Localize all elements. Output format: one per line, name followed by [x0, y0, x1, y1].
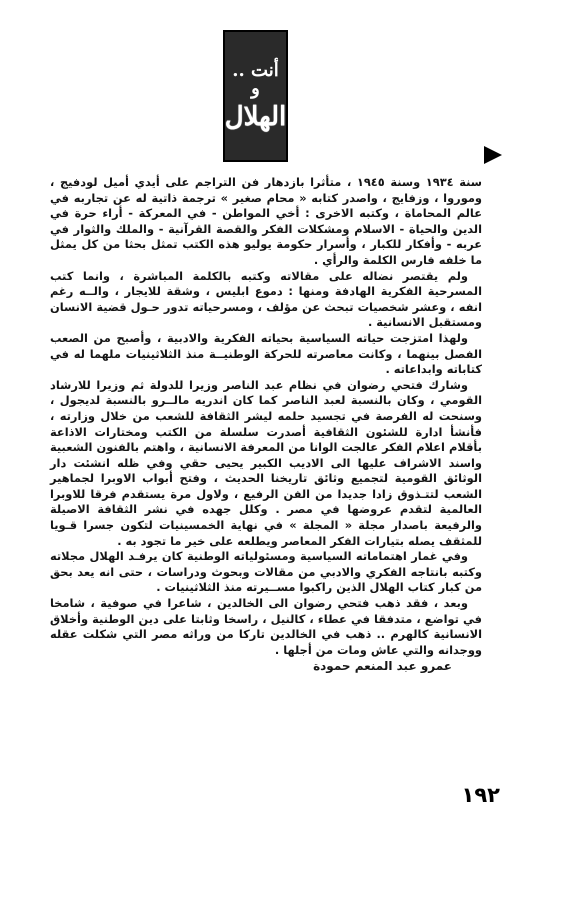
- page-number: ١٩٢: [461, 783, 500, 807]
- article-body: [50, 175, 482, 675]
- article-paragraph-4: وشارك فتحي رضوان في نظام عبد الناصر وزيرا للدولة ثم وزيرا للارشاد القومي ، وكان بالنسبة لعبد الناصر كما كان اندريه مالــرو بالنسبة لديجول ، وسنحت له الفرصة في تجسيد حلمه ليشر الثقافة للشعب من خلال وزارته ، فأنشأ ادارة للشئون الثقافية أصدرت سلسلة من الكتب ومختارات الاذاعة بأقلام اعلام الفكر عالجت الوانا من المعرفة الانسانية ، واهتم بالفنون الشعبية واسند الاشراف عليها الى الاديب الكبير يحيى حقي وفي ظله انشئت دار الوثائق القومية لتجميع وثائق تاريخنا الحديث ، وفتح أبواب الاوبرا لجماهير الشعب لتتـذوق زادا جديدا من الفن الرفيع ، ولاول مرة يستقدم فرقا للاوبرا العالمية لتقدم عروضها في مصر . وكلل جهده في نشر الثقافة الاصيلة والرفيعة باصدار مجلة « المجلة » في نهاية الخمسينيات لتكون جسرا قـويا للمثقف يصله بتيارات الفكر المعاصر ويطلعه على خير ما تجود به .: [50, 377, 482, 548]
- article-paragraph-1: سنة ١٩٣٤ وسنة ١٩٤٥ ، متأثرا بازدهار فن التراجم على أيدي أميل لودفيج ، وموروا ، وزفايج ، واصدر كتابه « محام صغير » ترجمة ذاتية له عن تجاربه في عالم المحاماة ، وكتبه الاخرى : أخي المواطن - في المعركة - أراء حرة في الدين والحياة - الاسلام ومشكلات الفكر والقصة القرآنية - والملك والثوار في عربه - وأفكار للكبار ، وأسرار حكومة يوليو هذه الكتب تمثل بحثا من كل يمثل ما خلفه فارس الكلمة والرأي .: [50, 175, 482, 267]
- triangle-right-icon: [484, 146, 502, 164]
- article-paragraph-2: ولم يقتصر نضاله على مقالاته وكتبه بالكلمة المباشرة ، وانما كتب المسرحية الفكرية الهادفة ومنها : دموع ابليس ، وشقة للايجار ، والــه رغم انفه ، وعشر شخصيات تبحث عن مؤلف ، ومسرحياته تدور حـول قضية الانسان ومستقبل الانسانية .: [50, 268, 482, 330]
- article-paragraph-6: وبعد ، فقد ذهب فتحي رضوان الى الخالدين ، شاعرا في صوفية ، شامخا في تواضع ، متدفقا في عطاء ، كالنيل ، راسخا وثابتا على دين الوطنية وأخلاق الانسانية كالهرم .. ذهب في الخالدين تاركا من وراثه مصر التي شكلت عقله ووجدانه والتي عاش ومات من أجلها .: [50, 596, 482, 657]
- al-hilal-masthead-logo: [223, 30, 288, 162]
- article-paragraph-5: وفي غمار اهتماماته السياسية ومسئولياته الوطنية كان يرفـد الهلال مجلاته وكتبه بانتاجه الفكري والادبي من مقالات وبحوث ودراسات ، حتى انه يعد بحق من كبار كتاب الهلال الذين راكبوا مســيرته منذ الثلاثينيات .: [50, 549, 482, 595]
- masthead-top-text: أنت .. و: [232, 60, 279, 99]
- article-paragraph-3: ولهذا امتزجت حياته السياسية بحياته الفكرية والادبية ، وأصبح من الصعب الفصل بينهما ، وكانت معاصرته للحركة الوطنيــة منذ الثلاثينيات ملهما له في كتاباته وابداعاته .: [50, 330, 482, 377]
- author-signature: عمرو عبد المنعم حمودة: [313, 659, 452, 674]
- masthead-main-text: الهلال: [224, 102, 287, 132]
